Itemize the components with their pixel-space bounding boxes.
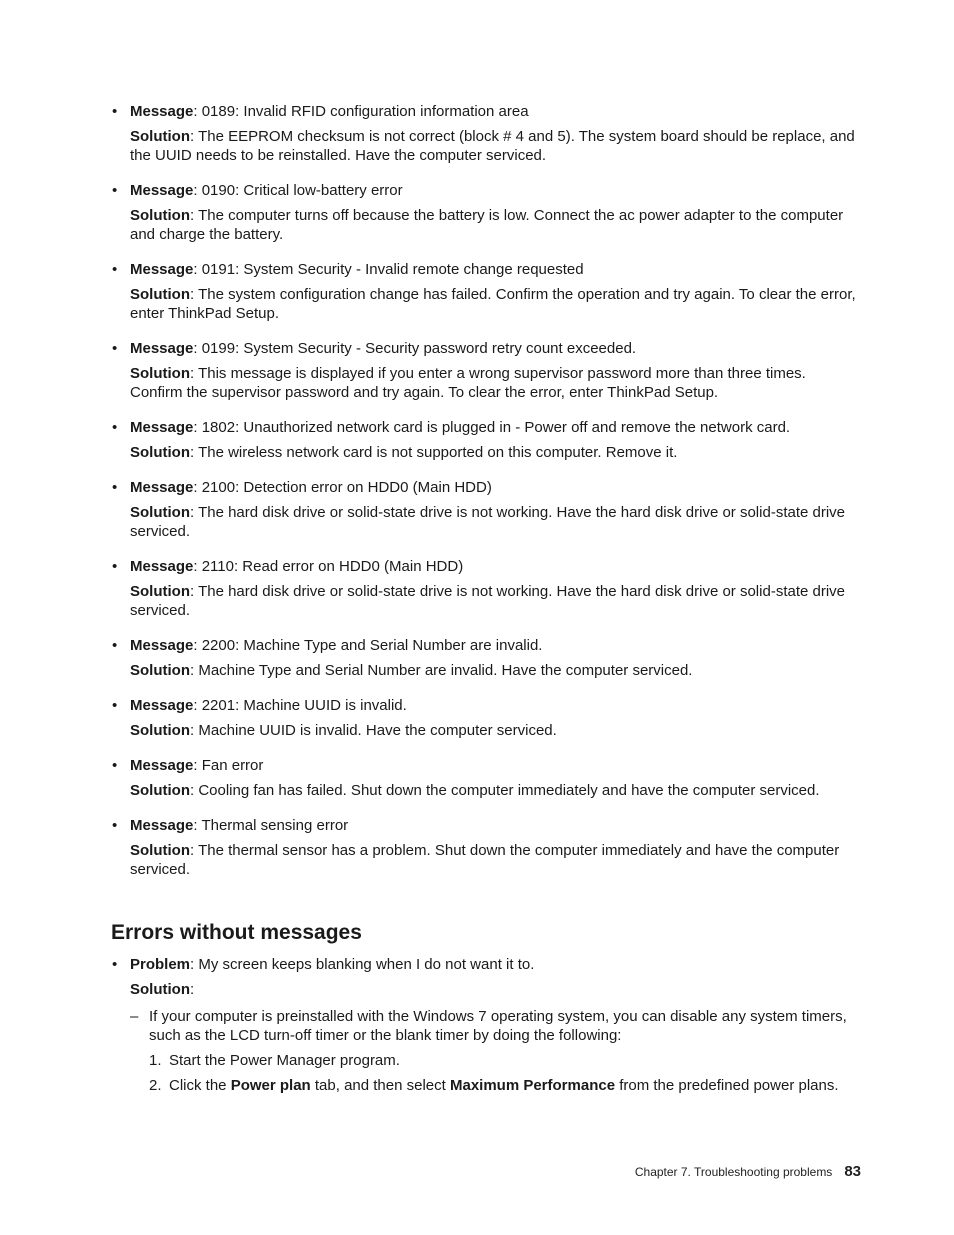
solution-label: Solution (130, 583, 190, 600)
message-line (130, 339, 862, 358)
section-heading: Errors without messages (111, 921, 362, 944)
problem-label: Problem (130, 956, 191, 973)
solution-label: Solution (130, 981, 190, 998)
solution-label: Solution (130, 722, 190, 739)
bullet: • (112, 558, 118, 575)
step-text-c: tab, and then select (310, 1077, 450, 1094)
solution-text: : The thermal sensor has a problem. Shut down the computer immediately and have the computer serviced. (130, 842, 840, 878)
solution-text: : Cooling fan has failed. Shut down the computer immediately and have the computer serviced. (190, 782, 820, 799)
step-text: Start the Power Manager program. (169, 1052, 400, 1069)
message-text: : 0199: System Security - Security password retry count exceeded. (193, 340, 637, 357)
step-item (149, 1051, 862, 1070)
solution-label: Solution (130, 504, 190, 521)
solution-line (130, 364, 862, 402)
solution-line (130, 285, 862, 323)
solution-text: : The hard disk drive or solid-state drive is not working. Have the hard disk drive or solid-state drive serviced. (130, 583, 846, 619)
message-text: : 0189: Invalid RFID configuration information area (193, 103, 529, 120)
message-label: Message (130, 757, 194, 774)
bullet: • (112, 697, 118, 714)
solution-text: : The wireless network card is not supported on this computer. Remove it. (190, 444, 678, 461)
solution-label: Solution (130, 444, 190, 461)
message-label: Message (130, 817, 194, 834)
solution-label: Solution (130, 128, 190, 145)
message-item (112, 696, 862, 740)
message-text: : 0191: System Security - Invalid remote change requested (193, 261, 584, 278)
sub-item (130, 1007, 862, 1095)
message-line (130, 636, 862, 655)
step-item (149, 1076, 862, 1095)
bullet: • (112, 419, 118, 436)
message-item (112, 260, 862, 323)
solution-line (130, 582, 862, 620)
message-label: Message (130, 479, 194, 496)
solution-text: : The computer turns off because the battery is low. Connect the ac power adapter to the computer and charge the battery. (130, 207, 844, 243)
message-line (130, 557, 862, 576)
solution-line (130, 661, 862, 680)
bullet: • (112, 956, 118, 973)
solution-text: : Machine UUID is invalid. Have the computer serviced. (190, 722, 557, 739)
solution-line (130, 503, 862, 541)
solution-line (130, 206, 862, 244)
page-footer (635, 1163, 861, 1181)
step-text-a: Click the (169, 1077, 231, 1094)
bullet: • (112, 479, 118, 496)
bullet: • (112, 637, 118, 654)
solution-text: : This message is displayed if you enter a wrong supervisor password more than three times. Confirm the supervisor password and try again. To clear the error, enter ThinkPad Setup. (130, 365, 806, 401)
solution-text: : The EEPROM checksum is not correct (block # 4 and 5). The system board should be replace, and the UUID needs to be reinstalled. Have the computer serviced. (130, 128, 855, 164)
solution-line (130, 980, 862, 999)
message-line (130, 696, 862, 715)
solution-text: : The hard disk drive or solid-state drive is not working. Have the hard disk drive or solid-state drive serviced. (130, 504, 846, 540)
bullet: • (112, 261, 118, 278)
message-label: Message (130, 419, 194, 436)
dash-marker: – (130, 1008, 139, 1025)
message-text: : 1802: Unauthorized network card is plugged in - Power off and remove the network card. (193, 419, 791, 436)
sub-item-text: If your computer is preinstalled with the Windows 7 operating system, you can disable any system timers, such as the LCD turn-off timer or the blank timer by doing the following: (149, 1008, 847, 1044)
solution-line (130, 841, 862, 879)
solution-label: Solution (130, 782, 190, 799)
message-item (112, 181, 862, 244)
solution-text: : The system configuration change has failed. Confirm the operation and try again. To clear the error, enter ThinkPad Setup. (130, 286, 856, 322)
step-text-power-plan: Power plan (230, 1077, 311, 1094)
bullet: • (112, 757, 118, 774)
message-item (112, 756, 862, 800)
message-text: : Thermal sensing error (193, 817, 349, 834)
step-text-e: from the predefined power plans. (615, 1077, 839, 1094)
bullet: • (112, 340, 118, 357)
solution-label: Solution (130, 286, 190, 303)
error-message-list (112, 102, 862, 895)
message-item (112, 339, 862, 402)
solution-line (130, 127, 862, 165)
message-label: Message (130, 558, 194, 575)
message-label: Message (130, 261, 194, 278)
message-item (112, 102, 862, 165)
message-line (130, 418, 862, 437)
message-label: Message (130, 182, 194, 199)
message-label: Message (130, 637, 194, 654)
problem-item (112, 955, 862, 1095)
message-item (112, 636, 862, 680)
message-label: Message (130, 103, 194, 120)
solution-label: Solution (130, 207, 190, 224)
message-line (130, 181, 862, 200)
solution-line (130, 781, 862, 800)
message-item (112, 418, 862, 462)
bullet: • (112, 103, 118, 120)
message-text: : 2110: Read error on HDD0 (Main HDD) (193, 558, 464, 575)
problem-list (112, 955, 862, 1111)
solution-colon: : (190, 981, 195, 998)
step-number: 2. (149, 1077, 162, 1094)
step-list (149, 1051, 862, 1095)
solution-line (130, 721, 862, 740)
message-line (130, 756, 862, 775)
message-item (112, 478, 862, 541)
message-label: Message (130, 697, 194, 714)
step-text-max-performance: Maximum Performance (449, 1077, 616, 1094)
message-line (130, 478, 862, 497)
solution-label: Solution (130, 842, 190, 859)
message-line (130, 102, 862, 121)
bullet: • (112, 182, 118, 199)
page-number: 83 (844, 1163, 861, 1180)
problem-line (130, 955, 862, 974)
message-text: : Fan error (193, 757, 264, 774)
message-text: : 2100: Detection error on HDD0 (Main HDD) (193, 479, 492, 496)
message-line (130, 260, 862, 279)
solution-text: : Machine Type and Serial Number are invalid. Have the computer serviced. (190, 662, 693, 679)
problem-text: : My screen keeps blanking when I do not want it to. (190, 956, 535, 973)
solution-label: Solution (130, 662, 190, 679)
message-text: : 2200: Machine Type and Serial Number are invalid. (193, 637, 543, 654)
solution-label: Solution (130, 365, 190, 382)
message-text: : 2201: Machine UUID is invalid. (193, 697, 407, 714)
message-label: Message (130, 340, 194, 357)
message-text: : 0190: Critical low-battery error (193, 182, 403, 199)
solution-line (130, 443, 862, 462)
message-item (112, 816, 862, 879)
chapter-title: Chapter 7. Troubleshooting problems (634, 1165, 833, 1179)
message-item (112, 557, 862, 620)
bullet: • (112, 817, 118, 834)
message-line (130, 816, 862, 835)
step-number: 1. (149, 1052, 162, 1069)
